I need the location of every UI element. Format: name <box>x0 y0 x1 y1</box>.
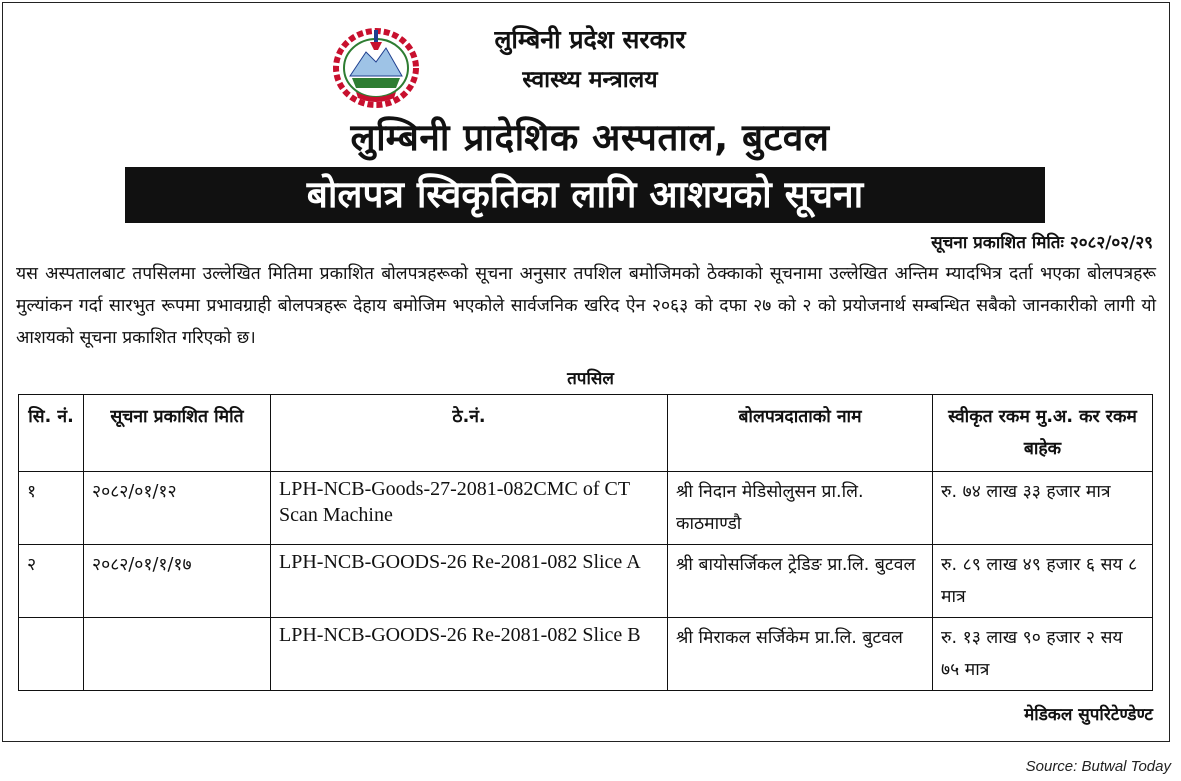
cell-amount: रु. ७४ लाख ३३ हजार मात्र <box>933 472 1153 545</box>
col-header-contract: ठे.नं. <box>271 395 668 472</box>
government-name: लुम्बिनी प्रदेश सरकार <box>494 25 686 54</box>
cell-amount: रु. १३ लाख ९० हजार २ सय ७५ मात्र <box>933 618 1153 691</box>
schedule-heading: तपसिल <box>567 369 614 389</box>
notice-paragraph: यस अस्पतालबाट तपसिलमा उल्लेखित मितिमा प्रकाशित बोलपत्रहरूको सूचना अनुसार तपशिल बमोजिमको ठेक्काको सूचनामा उल्लेखित अन्तिम म्यादभित्र दर्ता भएका बोलपत्रहरू मुल्यांकन गर्दा सारभुत रूपमा प्रभावग्राही बोलपत्रहरू देहाय बमोजिम भएकोले सार्वजनिक खरिद ऐन २०६३ को दफा २७ को २ को प्रयोजनार्थ सम्बन्धित सबैको जानकारीको लागी यो आशयको सूचना प्रकाशित गरिएको छ। <box>16 264 1156 348</box>
cell-contract: LPH-NCB-Goods-27-2081-082CMC of CT Scan Machine <box>271 472 668 545</box>
ministry-name: स्वास्थ्य मन्त्रालय <box>522 67 658 93</box>
col-header-sn: सि. नं. <box>19 395 84 472</box>
notice-title-banner: बोलपत्र स्विकृतिका लागि आशयको सूचना <box>125 167 1045 223</box>
cell-date: २०८२/०१/१२ <box>84 472 271 545</box>
table-row <box>19 545 1153 618</box>
source-credit: Source: Butwal Today <box>1025 758 1171 775</box>
col-header-date: सूचना प्रकाशित मिति <box>84 395 271 472</box>
cell-date <box>84 618 271 691</box>
cell-amount: रु. ८९ लाख ४९ हजार ६ सय ८ मात्र <box>933 545 1153 618</box>
table-header-row <box>19 395 1153 472</box>
cell-date: २०८२/०१/१/१७ <box>84 545 271 618</box>
table-row <box>19 618 1153 691</box>
cell-sn <box>19 618 84 691</box>
publish-date: सूचना प्रकाशित मितिः २०८२/०२/२९ <box>931 233 1153 253</box>
cell-sn: १ <box>19 472 84 545</box>
cell-bidder: श्री मिराकल सर्जिकेम प्रा.लि. बुटवल <box>668 618 933 691</box>
col-header-amount: स्वीकृत रकम मु.अ. कर रकम बाहेक <box>933 395 1153 472</box>
col-header-bidder: बोलपत्रदाताको नाम <box>668 395 933 472</box>
table-row <box>19 472 1153 545</box>
cell-sn: २ <box>19 545 84 618</box>
cell-contract: LPH-NCB-GOODS-26 Re-2081-082 Slice A <box>271 545 668 618</box>
signatory: मेडिकल सुपरिटेण्डेण्ट <box>1024 705 1153 725</box>
bid-table <box>18 394 1153 691</box>
cell-bidder: श्री बायोसर्जिकल ट्रेडिङ प्रा.लि. बुटवल <box>668 545 933 618</box>
cell-bidder: श्री निदान मेडिसोलुसन प्रा.लि. काठमाण्डौ <box>668 472 933 545</box>
cell-contract: LPH-NCB-GOODS-26 Re-2081-082 Slice B <box>271 618 668 691</box>
hospital-name: लुम्बिनी प्रादेशिक अस्पताल, बुटवल <box>350 116 830 159</box>
